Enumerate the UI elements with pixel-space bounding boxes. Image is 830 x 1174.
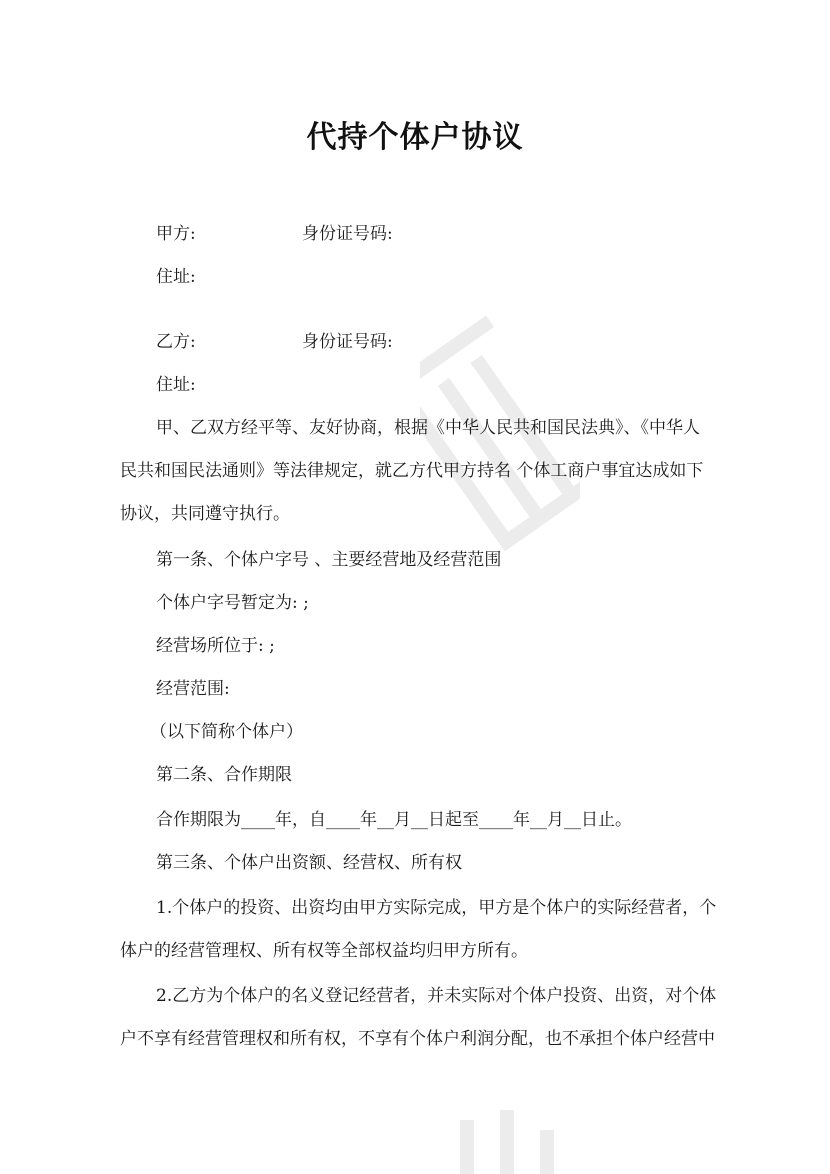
preamble-line: 民共和国民法通则》等法律规定，就乙方代甲方持名 个体工商户事宜达成如下 bbox=[120, 461, 704, 481]
party-a-label: 甲方: bbox=[156, 224, 196, 244]
article3-clause2-line: 户不享有经营管理权和所有权，不享有个体户利润分配，也不承担个体户经营中 bbox=[120, 1029, 715, 1049]
article1-scope-line: 经营范围: bbox=[156, 679, 230, 699]
article3-clause1-line: 体户的经营管理权、所有权等全部权益均归甲方所有。 bbox=[120, 941, 528, 961]
party-b-address-label: 住址: bbox=[156, 375, 196, 395]
article3-heading: 第三条、个体户出资额、经营权、所有权 bbox=[156, 853, 462, 873]
document-title: 代持个体户协议 bbox=[306, 120, 524, 155]
article1-heading: 第一条、个体户字号 、主要经营地及经营范围 bbox=[156, 550, 502, 570]
preamble-line: 协议，共同遵守执行。 bbox=[120, 504, 290, 524]
article3-clause2-line: 2.乙方为个体户的名义登记经营者，并未实际对个体户投资、出资，对个体 bbox=[156, 986, 717, 1006]
party-a-id-label: 身份证号码: bbox=[302, 224, 393, 244]
article3-clause1-line: 1.个体户的投资、出资均由甲方实际完成，甲方是个体户的实际经营者，个 bbox=[156, 898, 717, 918]
party-b-id-label: 身份证号码: bbox=[302, 332, 393, 352]
article1-name-line: 个体户字号暂定为: ; bbox=[156, 593, 309, 613]
article1-place-line: 经营场所位于: ; bbox=[156, 636, 275, 656]
watermark-mark bbox=[420, 1090, 580, 1174]
watermark-mark bbox=[420, 290, 580, 590]
article2-heading: 第二条、合作期限 bbox=[156, 765, 292, 785]
party-a-address-label: 住址: bbox=[156, 267, 196, 287]
party-b-label: 乙方: bbox=[156, 332, 196, 352]
article1-alias-line: （以下简称个体户） bbox=[150, 722, 303, 742]
article2-term-line: 合作期限为____年，自____年__月__日起至____年__月__日止。 bbox=[156, 810, 632, 830]
preamble-line: 甲、乙双方经平等、友好协商，根据《中华人民共和国民法典》、《中华人 bbox=[156, 418, 700, 438]
